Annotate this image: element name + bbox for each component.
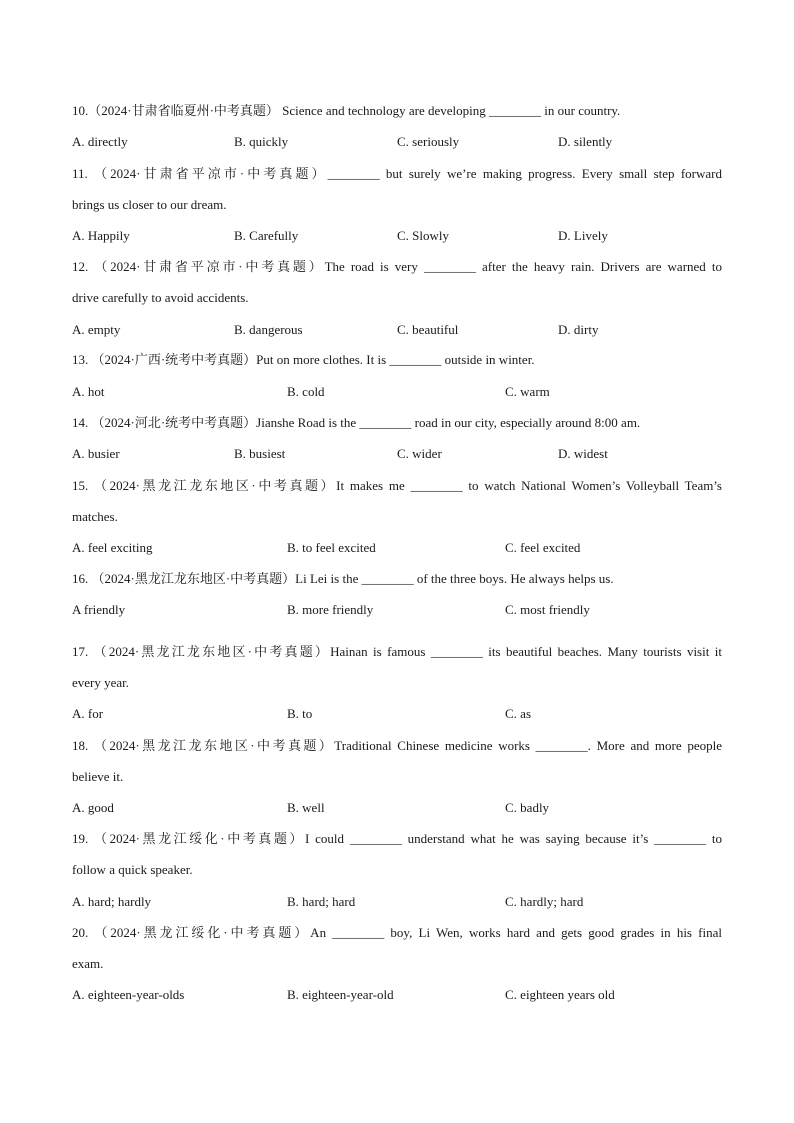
option-a: A. for (72, 706, 104, 721)
option-b: B. busiest (234, 446, 286, 461)
option-d: D. dirty (558, 322, 599, 337)
option-d: D. silently (558, 134, 613, 149)
option-c: C. hardly; hard (505, 894, 584, 909)
question-16-stem: 16. （2024·黑龙江龙东地区·中考真题）Li Lei is the ________ of the three boys. He always helps us. (72, 571, 614, 586)
question-15-stem-cont: matches. (72, 509, 118, 524)
option-c: C. eighteen years old (505, 987, 615, 1002)
question-11-stem-cont: brings us closer to our dream. (72, 197, 227, 212)
option-c: C. as (505, 706, 531, 721)
option-a: A. hot (72, 384, 105, 399)
question-12-stem-cont: drive carefully to avoid accidents. (72, 290, 249, 305)
option-d: D. Lively (558, 228, 608, 243)
option-c: C. most friendly (505, 602, 590, 617)
question-18-stem: 18. （2024·黑龙江龙东地区·中考真题）Traditional Chinese medicine works ________. More and more people (72, 738, 722, 753)
option-a: A friendly (72, 602, 126, 617)
option-b: B. dangerous (234, 322, 303, 337)
option-a: A. Happily (72, 228, 130, 243)
question-11-stem: 11. （2024·甘肃省平凉市·中考真题）________ but surely we’re making progress. Every small step forward (72, 166, 722, 181)
option-a: A. eighteen-year-olds (72, 987, 185, 1002)
option-a: A. good (72, 800, 114, 815)
question-18-stem-cont: believe it. (72, 769, 124, 784)
option-a: A. hard; hardly (72, 894, 152, 909)
option-c: C. seriously (397, 134, 460, 149)
option-b: B. well (287, 800, 325, 815)
question-19-stem: 19. （2024·黑龙江绥化·中考真题）I could ________ understand what he was saying because it’s ________ to (72, 831, 722, 846)
option-c: C. Slowly (397, 228, 450, 243)
option-c: C. badly (505, 800, 550, 815)
question-20-stem-cont: exam. (72, 956, 104, 971)
question-12-stem: 12. （2024·甘肃省平凉市·中考真题）The road is very ________ after the heavy rain. Drivers are warned to (72, 259, 722, 274)
question-14-stem: 14. （2024·河北·统考中考真题）Jianshe Road is the ________ road in our city, especially around 8:00 am. (72, 415, 641, 430)
option-b: B. hard; hard (287, 894, 356, 909)
option-a: A. empty (72, 322, 121, 337)
question-20-stem: 20. （2024·黑龙江绥化·中考真题）An ________ boy, Li Wen, works hard and gets good grades in his final (72, 925, 722, 940)
option-a: A. directly (72, 134, 128, 149)
question-13-stem: 13. （2024·广西·统考中考真题）Put on more clothes. It is ________ outside in winter. (72, 352, 535, 367)
option-c: C. warm (505, 384, 550, 399)
option-c: C. beautiful (397, 322, 459, 337)
option-c: C. feel excited (505, 540, 581, 555)
option-b: B. cold (287, 384, 325, 399)
option-b: B. Carefully (234, 228, 299, 243)
option-b: B. eighteen-year-old (287, 987, 394, 1002)
question-17-stem: 17. （2024·黑龙江龙东地区·中考真题）Hainan is famous ________ its beautiful beaches. Many tourists visit it (72, 644, 722, 659)
question-19-stem-cont: follow a quick speaker. (72, 862, 193, 877)
option-a: A. feel exciting (72, 540, 153, 555)
option-d: D. widest (558, 446, 608, 461)
question-10-stem: 10.（2024·甘肃省临夏州·中考真题） Science and technology are developing ________ in our country. (72, 103, 621, 118)
question-15-stem: 15. （2024·黑龙江龙东地区·中考真题）It makes me ________ to watch National Women’s Volleyball Team’s (72, 478, 722, 493)
option-c: C. wider (397, 446, 442, 461)
option-b: B. to feel excited (287, 540, 376, 555)
option-b: B. quickly (234, 134, 289, 149)
option-b: B. more friendly (287, 602, 374, 617)
question-17-stem-cont: every year. (72, 675, 130, 690)
option-b: B. to (287, 706, 313, 721)
option-a: A. busier (72, 446, 120, 461)
